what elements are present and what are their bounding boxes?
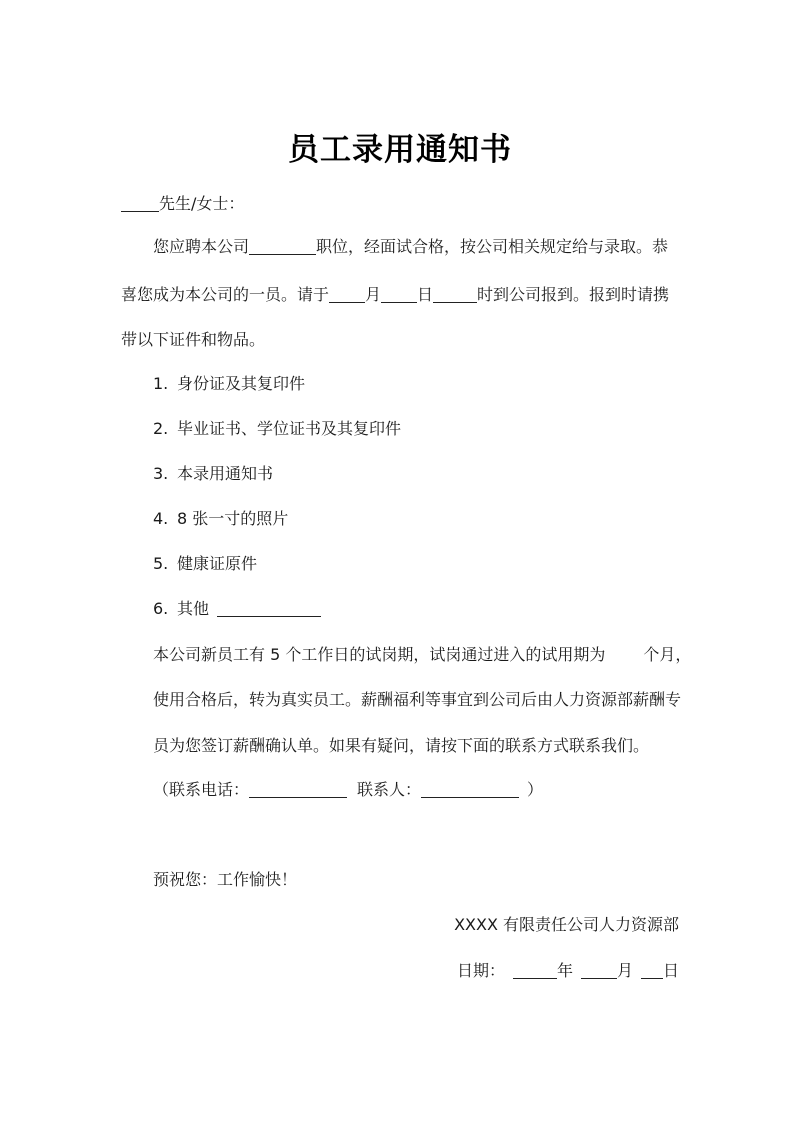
list-item	[153, 598, 321, 620]
list-item-text: 健康证原件	[177, 554, 258, 573]
para2-line1-suffix: 个月，	[643, 645, 692, 664]
list-item	[153, 553, 257, 575]
date-line	[457, 960, 679, 982]
list-item-text: 其他	[177, 599, 210, 618]
para1-line1-suffix: 职位，经面试合格，按公司相关规定给与录取。恭	[316, 237, 669, 256]
list-item	[153, 463, 273, 485]
list-item-text: 毕业证书、学位证书及其复印件	[177, 419, 402, 438]
para2-line3: 员为您签订薪酬确认单。如果有疑问，请按下面的联系方式联系我们。	[153, 736, 650, 755]
salutation	[121, 193, 244, 215]
contact-person-blank	[421, 781, 519, 798]
list-item	[153, 373, 305, 395]
list-item-number: 5.	[153, 554, 169, 573]
contact-phone-blank	[249, 781, 347, 798]
contact-close: ）	[527, 780, 544, 799]
para1-line1	[153, 236, 668, 258]
date-day-blank	[641, 962, 663, 979]
list-item-text: 身份证及其复印件	[177, 374, 306, 393]
list-item	[153, 418, 401, 440]
para2-line1-prefix: 本公司新员工有 5 个工作日的试岗期，试岗通过进入的试用期为	[153, 645, 606, 664]
report-day-label: 日	[417, 285, 434, 304]
contact-open: （联系电话：	[153, 780, 250, 799]
list-item-number: 6.	[153, 599, 169, 618]
report-month-label: 月	[365, 285, 382, 304]
contact-line	[153, 779, 543, 801]
document-title: 员工录用通知书	[288, 132, 512, 168]
list-item-number: 4.	[153, 509, 169, 528]
date-year-label: 年	[556, 961, 573, 980]
para1-line2-suffix: 时到公司报到。报到时请携	[477, 285, 670, 304]
list-item-number: 3.	[153, 464, 169, 483]
date-label: 日期：	[456, 961, 505, 980]
position-blank	[249, 238, 316, 255]
list-item	[153, 508, 288, 530]
list-item-text: 8 张一寸的照片	[177, 509, 289, 528]
report-time-blank	[433, 286, 477, 303]
list-item-number: 2.	[153, 419, 169, 438]
date-day-label: 日	[662, 961, 679, 980]
date-month-label: 月	[616, 961, 633, 980]
para1-line3: 带以下证件和物品。	[121, 330, 266, 349]
report-day-blank	[381, 286, 417, 303]
list-item-text: 本录用通知书	[177, 464, 274, 483]
para2-line2: 使用合格后，转为真实员工。薪酬福利等事宜到公司后由人力资源部薪酬专	[153, 690, 682, 709]
salutation-suffix: 先生/女士：	[159, 194, 245, 213]
date-month-blank	[581, 962, 617, 979]
date-year-blank	[513, 962, 557, 979]
para1-line1-prefix: 您应聘本公司	[153, 237, 250, 256]
closing-wish: 预祝您：工作愉快！	[153, 870, 298, 889]
para1-line2	[121, 284, 669, 306]
contact-person-label: 联系人：	[357, 780, 422, 799]
report-month-blank	[329, 286, 365, 303]
other-items-blank	[217, 600, 321, 617]
para1-line2-prefix: 喜您成为本公司的一员。请于	[121, 285, 330, 304]
list-item-number: 1.	[153, 374, 169, 393]
para2-line1	[153, 644, 691, 666]
signature-company: XXXX 有限责任公司人力资源部	[454, 915, 679, 934]
name-blank	[121, 195, 159, 212]
